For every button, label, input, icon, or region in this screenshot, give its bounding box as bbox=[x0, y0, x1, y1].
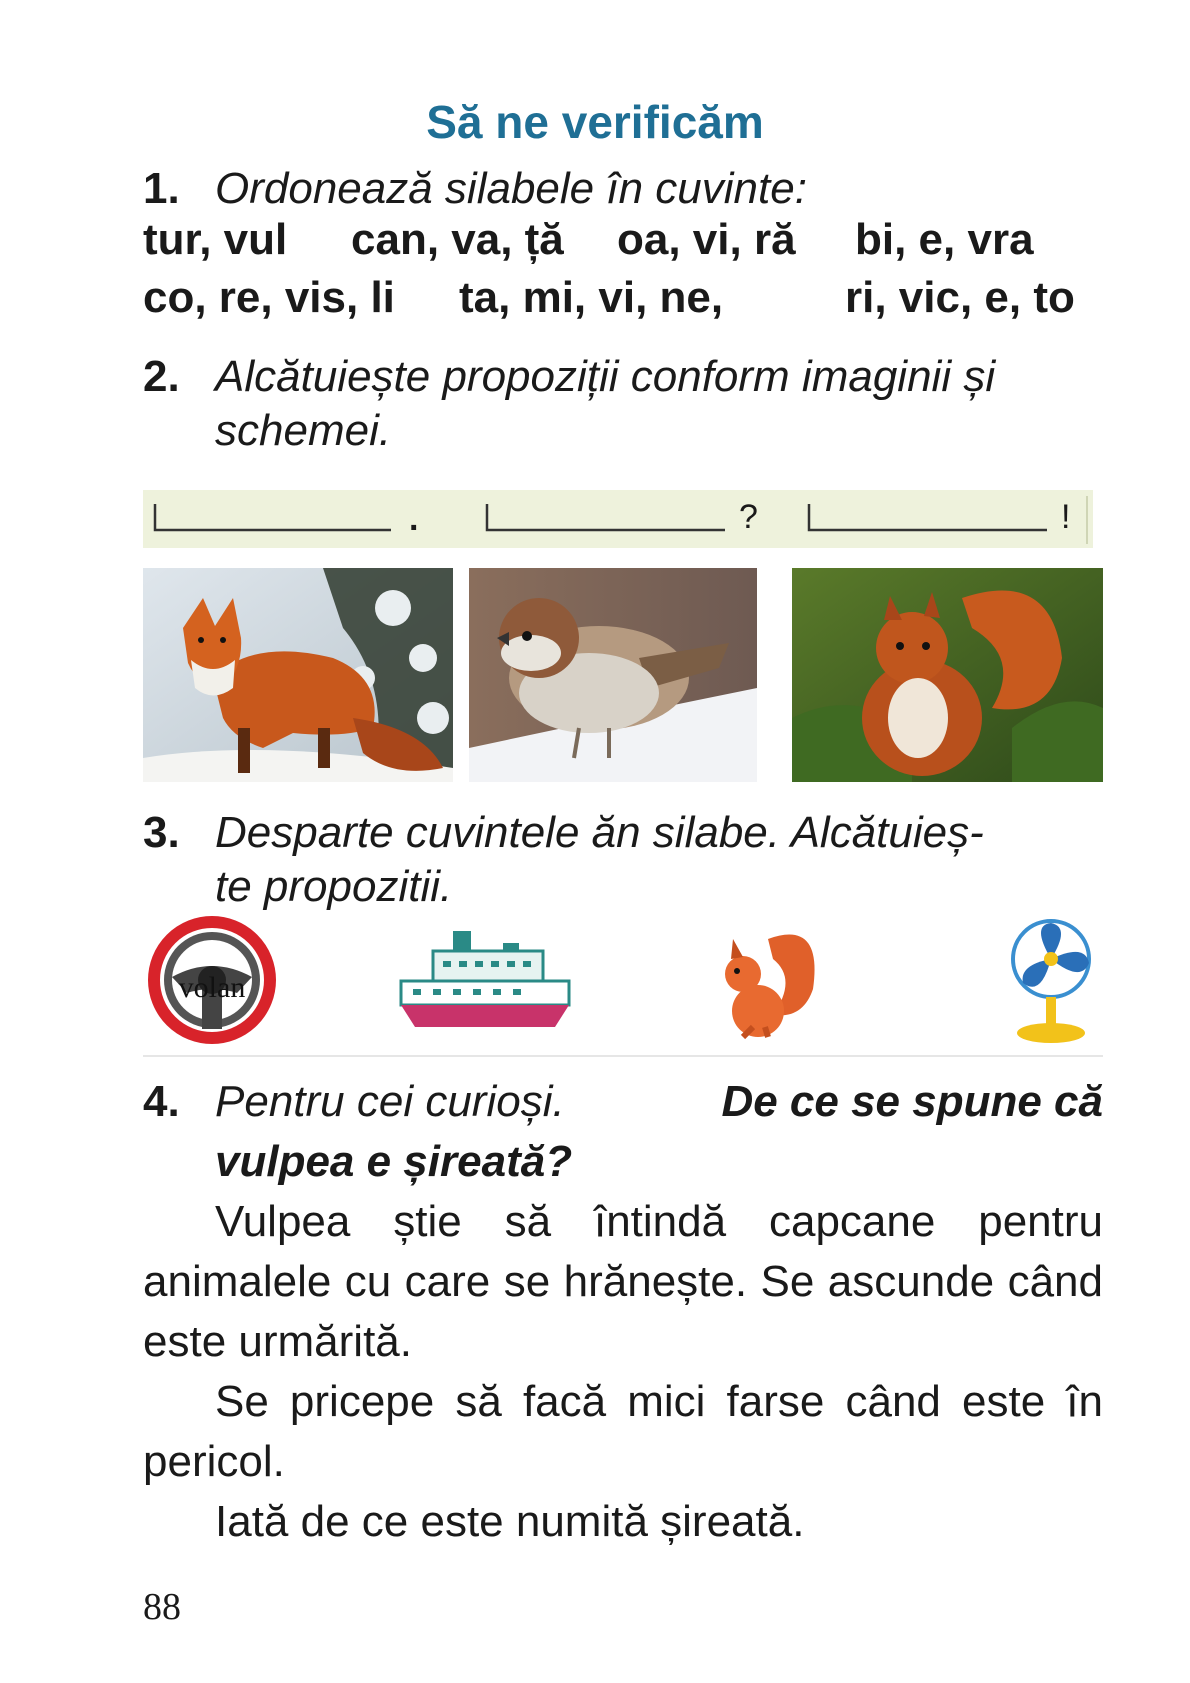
task-number: 4. bbox=[143, 1077, 180, 1126]
scheme-period: . bbox=[409, 500, 419, 538]
task-instruction bbox=[215, 350, 1103, 458]
scheme-exclamation: ! bbox=[1061, 498, 1071, 536]
fan-icon bbox=[1001, 913, 1101, 1052]
page-title: Să ne verificăm bbox=[426, 96, 764, 148]
wheel-word: volan bbox=[178, 971, 246, 1004]
syllable-group: ta, mi, vi, ne, bbox=[459, 273, 724, 322]
syllable-group: ri, vic, e, to bbox=[845, 273, 1075, 322]
task-lead: Pentru cei curioși. bbox=[215, 1077, 565, 1126]
task-instruction: Ordonează silabele în cuvinte: bbox=[215, 164, 807, 213]
answer-paragraph-2: Se pricepe să facă mici farse când este în pericol. bbox=[143, 1377, 1103, 1486]
ship-icon bbox=[393, 923, 573, 1048]
syllable-group: bi, e, vra bbox=[855, 215, 1034, 264]
task-question: De ce se spune că bbox=[721, 1077, 1103, 1126]
squirrel-icon bbox=[713, 919, 823, 1054]
task-number: 2. bbox=[143, 352, 180, 401]
instruction-line: te propozitii. bbox=[215, 862, 453, 911]
picture-strip bbox=[143, 915, 1103, 1057]
task-question: vulpea e șireată? bbox=[215, 1137, 573, 1186]
syllable-group: tur, vul bbox=[143, 215, 288, 264]
steering-wheel-icon bbox=[147, 915, 277, 1050]
answer-paragraph-1: Vulpea știe să întindă capcane pentru animalele cu care se hrănește. Se ascunde când este urmărită. bbox=[143, 1197, 1103, 1366]
syllable-group: can, va, ță bbox=[351, 215, 564, 264]
page-number: 88 bbox=[143, 1586, 181, 1628]
answer-paragraph-3: Iată de ce este numită șireată. bbox=[215, 1497, 805, 1546]
sparrow-photo bbox=[469, 568, 757, 782]
task-number: 3. bbox=[143, 808, 180, 857]
scheme-lines bbox=[143, 490, 1093, 548]
task-number: 1. bbox=[143, 164, 180, 213]
syllable-group: co, re, vis, li bbox=[143, 273, 395, 322]
syllable-group: oa, vi, ră bbox=[617, 215, 796, 264]
instruction-line: Alcătuiește propoziții conform imaginii și bbox=[215, 352, 996, 401]
fox-photo bbox=[143, 568, 453, 782]
instruction-line: Desparte cuvintele ăn silabe. Alcătuieș- bbox=[215, 808, 984, 857]
sentence-scheme bbox=[143, 490, 1093, 548]
squirrel-photo bbox=[792, 568, 1103, 782]
instruction-line: schemei. bbox=[215, 406, 392, 455]
scheme-question: ? bbox=[739, 498, 758, 536]
task-instruction bbox=[215, 806, 1103, 914]
